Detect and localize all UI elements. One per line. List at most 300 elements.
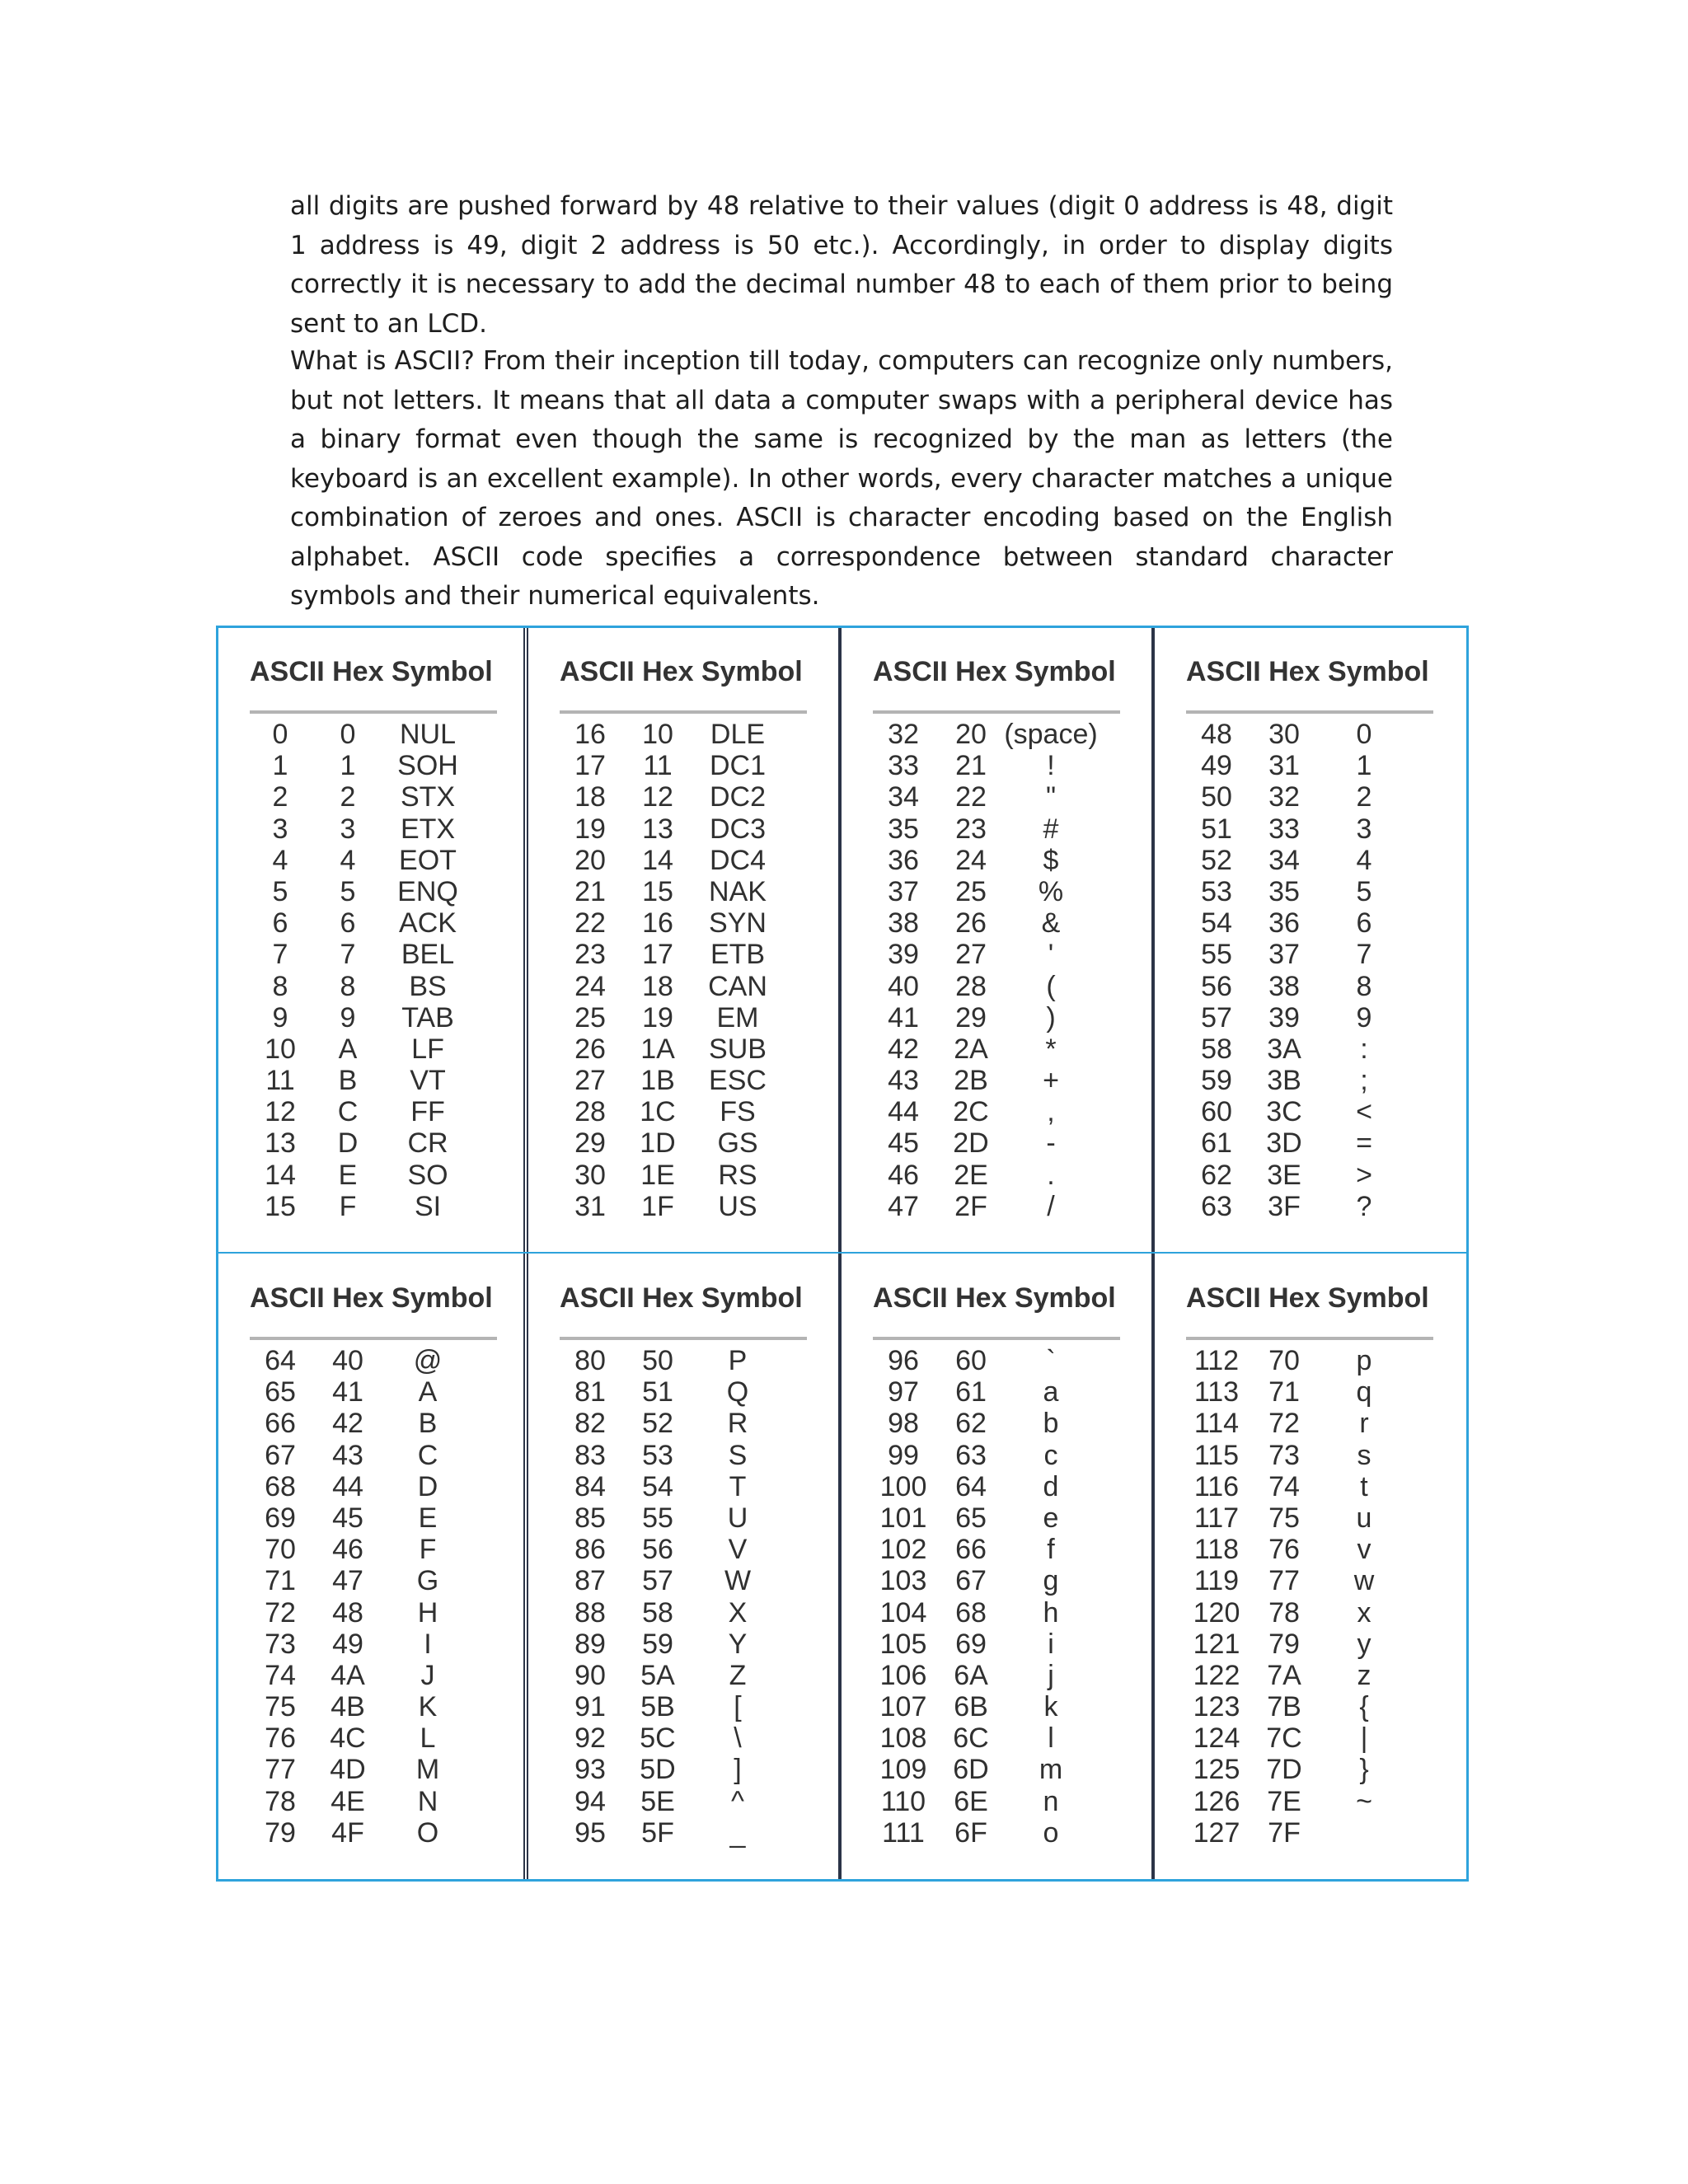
symbol-cell: SUB (709, 1033, 767, 1065)
block-header: ASCII Hex Symbol (250, 656, 493, 687)
decimal-cell: 39 (888, 939, 919, 971)
ascii-block (528, 1254, 842, 1878)
decimal-cell: 123 (1193, 1691, 1240, 1723)
table-row (1155, 1160, 1468, 1191)
decimal-cell: 56 (1201, 970, 1232, 1002)
symbol-cell: TAB (401, 1001, 454, 1033)
symbol-cell: B (418, 1408, 438, 1440)
hex-cell: 3F (1268, 1190, 1301, 1222)
hex-cell: 13 (642, 813, 673, 845)
symbol-cell: y (1357, 1628, 1372, 1660)
hex-cell: 46 (332, 1534, 363, 1566)
hex-cell: 6F (954, 1816, 987, 1849)
symbol-cell: ` (1046, 1345, 1056, 1376)
hex-cell: 68 (955, 1596, 987, 1629)
table-row (1155, 1096, 1468, 1127)
decimal-cell: 5 (272, 875, 288, 907)
hex-cell: 1E (640, 1159, 675, 1191)
table-row (218, 813, 532, 845)
hex-cell: 4B (331, 1691, 365, 1723)
hex-cell: 7E (1267, 1785, 1301, 1817)
hex-cell: 2D (953, 1127, 989, 1160)
table-row (1155, 781, 1468, 813)
decimal-cell: 103 (879, 1565, 927, 1597)
symbol-cell: 9 (1356, 1001, 1372, 1033)
symbol-cell: ^ (731, 1785, 744, 1817)
decimal-cell: 6 (272, 907, 288, 940)
symbol-cell: $ (1043, 844, 1059, 876)
table-row (218, 1786, 532, 1817)
symbol-cell: O (416, 1816, 439, 1849)
hex-cell: 4A (331, 1659, 365, 1691)
symbol-cell: { (1359, 1691, 1369, 1723)
decimal-cell: 59 (1201, 1065, 1232, 1097)
hex-cell: 75 (1268, 1502, 1300, 1534)
hex-cell: 25 (955, 875, 987, 907)
symbol-cell: C (417, 1439, 438, 1471)
table-row (528, 1376, 842, 1408)
table-row (218, 939, 532, 970)
table-row (218, 971, 532, 1002)
symbol-cell: i (1048, 1628, 1054, 1660)
hex-cell: 34 (1268, 844, 1300, 876)
symbol-cell: z (1357, 1659, 1372, 1691)
hex-cell: 67 (955, 1565, 987, 1597)
hex-cell: 48 (332, 1596, 363, 1629)
table-row (218, 907, 532, 939)
decimal-cell: 17 (574, 750, 606, 782)
decimal-cell: 34 (888, 781, 919, 813)
table-row (528, 1127, 842, 1159)
symbol-cell: x (1357, 1596, 1372, 1629)
hex-cell: 6D (953, 1754, 989, 1786)
symbol-cell: M (415, 1754, 440, 1786)
hex-cell: 4 (340, 844, 356, 876)
table-row (1155, 907, 1468, 939)
table-row (528, 1002, 842, 1033)
decimal-cell: 93 (574, 1754, 606, 1786)
table-row (218, 1722, 532, 1754)
symbol-cell: g (1043, 1565, 1059, 1597)
table-row (218, 1597, 532, 1629)
table-row (842, 1440, 1155, 1471)
symbol-cell: } (1359, 1754, 1369, 1786)
block-header: ASCII Hex Symbol (873, 656, 1116, 687)
symbol-cell: SO (407, 1159, 448, 1191)
symbol-cell: n (1043, 1785, 1059, 1817)
header-rule (1186, 710, 1433, 714)
hex-cell: 8 (340, 970, 356, 1002)
table-row (528, 813, 842, 845)
decimal-cell: 25 (574, 1001, 606, 1033)
hex-cell: 76 (1268, 1534, 1300, 1566)
block-header: ASCII Hex Symbol (873, 1282, 1116, 1314)
symbol-cell: b (1043, 1408, 1059, 1440)
decimal-cell: 119 (1193, 1565, 1240, 1597)
table-row (528, 971, 842, 1002)
symbol-cell: p (1356, 1345, 1372, 1376)
header-rule (1186, 1337, 1433, 1340)
decimal-cell: 37 (888, 875, 919, 907)
table-row (218, 1629, 532, 1660)
symbol-cell: & (1041, 907, 1061, 940)
table-row (1155, 1565, 1468, 1596)
symbol-cell: DC1 (709, 750, 767, 782)
table-row (528, 1817, 842, 1849)
decimal-cell: 49 (1201, 750, 1232, 782)
table-row (218, 876, 532, 907)
decimal-cell: 45 (888, 1127, 919, 1160)
table-row (528, 1754, 842, 1785)
table-row (218, 1502, 532, 1534)
symbol-cell: H (417, 1596, 438, 1629)
hex-cell: 23 (955, 813, 987, 845)
decimal-cell: 83 (574, 1439, 606, 1471)
symbol-cell: DC2 (709, 781, 767, 813)
decimal-cell: 97 (888, 1376, 919, 1408)
hex-cell: 7A (1267, 1659, 1301, 1691)
hex-cell: 7B (1267, 1691, 1301, 1723)
symbol-cell: SYN (709, 907, 767, 940)
hex-cell: 77 (1268, 1565, 1300, 1597)
hex-cell: 70 (1268, 1345, 1300, 1376)
symbol-cell: Q (726, 1376, 749, 1408)
decimal-cell: 126 (1193, 1785, 1240, 1817)
symbol-cell: ( (1046, 970, 1056, 1002)
decimal-cell: 80 (574, 1345, 606, 1376)
hex-cell: 7C (1266, 1722, 1302, 1755)
decimal-cell: 51 (1201, 813, 1232, 845)
hex-cell: 1 (340, 750, 356, 782)
hex-cell: F (339, 1190, 357, 1222)
table-row (218, 1160, 532, 1191)
decimal-cell: 69 (265, 1502, 296, 1534)
decimal-cell: 42 (888, 1033, 919, 1065)
decimal-cell: 90 (574, 1659, 606, 1691)
decimal-cell: 113 (1193, 1376, 1240, 1408)
table-row (218, 1065, 532, 1096)
symbol-cell: BS (409, 970, 447, 1002)
table-row (528, 1597, 842, 1629)
hex-cell: 15 (642, 875, 673, 907)
decimal-cell: 108 (879, 1722, 927, 1755)
hex-cell: 56 (642, 1534, 673, 1566)
table-row (842, 1565, 1155, 1596)
block-rows (218, 719, 532, 1222)
hex-cell: 32 (1268, 781, 1300, 813)
block-header: ASCII Hex Symbol (1186, 1282, 1429, 1314)
table-row (528, 719, 842, 750)
symbol-cell: Z (729, 1659, 747, 1691)
decimal-cell: 71 (265, 1565, 296, 1597)
table-row (842, 907, 1155, 939)
decimal-cell: 54 (1201, 907, 1232, 940)
symbol-cell: U (727, 1502, 748, 1534)
decimal-cell: 91 (574, 1691, 606, 1723)
table-row (842, 1534, 1155, 1565)
decimal-cell: 30 (574, 1159, 606, 1191)
header-rule (250, 1337, 497, 1340)
decimal-cell: 16 (574, 719, 606, 750)
symbol-cell: 0 (1356, 719, 1372, 750)
table-row (218, 750, 532, 781)
hex-cell: 6A (954, 1659, 988, 1691)
decimal-cell: 112 (1193, 1345, 1240, 1376)
symbol-cell: STX (400, 781, 456, 813)
decimal-cell: 86 (574, 1534, 606, 1566)
symbol-cell: DC3 (709, 813, 767, 845)
decimal-cell: 89 (574, 1628, 606, 1660)
symbol-cell: % (1038, 875, 1064, 907)
decimal-cell: 26 (574, 1033, 606, 1065)
decimal-cell: 13 (265, 1127, 296, 1160)
table-row (528, 1408, 842, 1439)
symbol-cell: SOH (397, 750, 458, 782)
decimal-cell: 58 (1201, 1033, 1232, 1065)
table-row (842, 1033, 1155, 1065)
symbol-cell: ~ (1356, 1785, 1372, 1817)
decimal-cell: 61 (1201, 1127, 1232, 1160)
symbol-cell: [ (734, 1691, 742, 1723)
symbol-cell: ! (1047, 750, 1055, 782)
table-row (528, 907, 842, 939)
row-divider (218, 1252, 1466, 1254)
symbol-cell: \ (734, 1722, 742, 1755)
table-row (842, 1817, 1155, 1849)
symbol-cell: (space) (1004, 719, 1098, 750)
symbol-cell: | (1360, 1722, 1368, 1755)
hex-cell: 3D (1266, 1127, 1302, 1160)
hex-cell: 3A (1267, 1033, 1301, 1065)
hex-cell: 57 (642, 1565, 673, 1597)
table-row (1155, 1817, 1468, 1849)
decimal-cell: 77 (265, 1754, 296, 1786)
table-row (528, 1722, 842, 1754)
hex-cell: 14 (642, 844, 673, 876)
decimal-cell: 12 (265, 1096, 296, 1128)
hex-cell: 41 (332, 1376, 363, 1408)
symbol-cell: = (1356, 1127, 1372, 1160)
ascii-block (842, 628, 1155, 1252)
hex-cell: 37 (1268, 939, 1300, 971)
table-row (842, 1786, 1155, 1817)
symbol-cell: S (728, 1439, 748, 1471)
table-row (842, 1660, 1155, 1691)
hex-cell: 39 (1268, 1001, 1300, 1033)
symbol-cell: / (1047, 1190, 1055, 1222)
hex-cell: 55 (642, 1502, 673, 1534)
table-row (1155, 1376, 1468, 1408)
decimal-cell: 96 (888, 1345, 919, 1376)
table-row (528, 1565, 842, 1596)
hex-cell: C (337, 1096, 359, 1128)
block-rows (528, 719, 842, 1222)
hex-cell: 3C (1266, 1096, 1302, 1128)
symbol-cell: _ (729, 1816, 746, 1849)
decimal-cell: 40 (888, 970, 919, 1002)
table-row (1155, 1660, 1468, 1691)
decimal-cell: 104 (879, 1596, 927, 1629)
hex-cell: 73 (1268, 1439, 1300, 1471)
table-row (218, 1534, 532, 1565)
hex-cell: 1C (640, 1096, 676, 1128)
table-row (1155, 1002, 1468, 1033)
decimal-cell: 85 (574, 1502, 606, 1534)
symbol-cell: w (1353, 1565, 1375, 1597)
symbol-cell: 1 (1356, 750, 1372, 782)
hex-cell: 2A (954, 1033, 988, 1065)
symbol-cell: E (418, 1502, 438, 1534)
decimal-cell: 92 (574, 1722, 606, 1755)
symbol-cell: CAN (708, 970, 767, 1002)
decimal-cell: 7 (272, 939, 288, 971)
decimal-cell: 101 (879, 1502, 927, 1534)
table-row (218, 1127, 532, 1159)
table-row (842, 1376, 1155, 1408)
decimal-cell: 60 (1201, 1096, 1232, 1128)
symbol-cell: EOT (399, 844, 457, 876)
decimal-cell: 70 (265, 1534, 296, 1566)
decimal-cell: 10 (265, 1033, 296, 1065)
symbol-cell: ENQ (397, 875, 458, 907)
hex-cell: 71 (1268, 1376, 1300, 1408)
hex-cell: 45 (332, 1502, 363, 1534)
symbol-cell: k (1043, 1691, 1058, 1723)
decimal-cell: 73 (265, 1628, 296, 1660)
symbol-cell: N (417, 1785, 438, 1817)
decimal-cell: 82 (574, 1408, 606, 1440)
hex-cell: 4C (330, 1722, 366, 1755)
symbol-cell: ETX (400, 813, 456, 845)
table-row (528, 1160, 842, 1191)
symbol-cell: F (419, 1534, 437, 1566)
table-row (218, 1376, 532, 1408)
decimal-cell: 52 (1201, 844, 1232, 876)
decimal-cell: 116 (1193, 1470, 1240, 1502)
hex-cell: 62 (955, 1408, 987, 1440)
hex-cell: 4F (331, 1816, 364, 1849)
symbol-cell: 5 (1356, 875, 1372, 907)
table-row (842, 876, 1155, 907)
table-row (1155, 1471, 1468, 1502)
decimal-cell: 50 (1201, 781, 1232, 813)
symbol-cell: q (1356, 1376, 1372, 1408)
decimal-cell: 3 (272, 813, 288, 845)
table-row (528, 1096, 842, 1127)
table-row (1155, 1629, 1468, 1660)
table-row (1155, 813, 1468, 845)
hex-cell: 12 (642, 781, 673, 813)
table-row (842, 1002, 1155, 1033)
table-row (218, 1408, 532, 1439)
table-row (218, 1565, 532, 1596)
block-header: ASCII Hex Symbol (1186, 656, 1429, 687)
table-row (842, 719, 1155, 750)
hex-cell: 24 (955, 844, 987, 876)
block-rows (842, 719, 1155, 1222)
table-row (842, 971, 1155, 1002)
decimal-cell: 36 (888, 844, 919, 876)
decimal-cell: 125 (1193, 1754, 1240, 1786)
intro-paragraph: all digits are pushed forward by 48 relative to their values (digit 0 address is 48, digit 1 address is 49, digit 2 address is 50 etc.). Accordingly, in order to display digits correctly it is necessary to add the decimal number 48 to each of them prior to being sent to an LCD. (290, 191, 1393, 339)
hex-cell: 17 (642, 939, 673, 971)
table-row (218, 1691, 532, 1722)
hex-cell: 7 (340, 939, 356, 971)
decimal-cell: 84 (574, 1470, 606, 1502)
table-row (842, 1629, 1155, 1660)
decimal-cell: 118 (1193, 1534, 1240, 1566)
hex-cell: 5 (340, 875, 356, 907)
table-row (1155, 1502, 1468, 1534)
decimal-cell: 107 (879, 1691, 927, 1723)
table-row (528, 1440, 842, 1471)
table-row (218, 1002, 532, 1033)
symbol-cell: u (1356, 1502, 1372, 1534)
symbol-cell: X (728, 1596, 748, 1629)
symbol-cell: G (416, 1565, 439, 1597)
hex-cell: 50 (642, 1345, 673, 1376)
table-row (1155, 719, 1468, 750)
hex-cell: 22 (955, 781, 987, 813)
hex-cell: 59 (642, 1628, 673, 1660)
symbol-cell: FS (720, 1096, 756, 1128)
symbol-cell: d (1043, 1470, 1059, 1502)
decimal-cell: 43 (888, 1065, 919, 1097)
decimal-cell: 95 (574, 1816, 606, 1849)
decimal-cell: 22 (574, 907, 606, 940)
decimal-cell: 127 (1193, 1816, 1240, 1849)
hex-cell: 4E (331, 1785, 365, 1817)
hex-cell: 29 (955, 1001, 987, 1033)
table-row (528, 1691, 842, 1722)
hex-cell: 2 (340, 781, 356, 813)
table-row (1155, 1691, 1468, 1722)
decimal-cell: 79 (265, 1816, 296, 1849)
decimal-cell: 14 (265, 1159, 296, 1191)
hex-cell: 72 (1268, 1408, 1300, 1440)
table-row (218, 719, 532, 750)
hex-cell: 54 (642, 1470, 673, 1502)
symbol-cell: J (420, 1659, 435, 1691)
symbol-cell: a (1043, 1376, 1059, 1408)
ascii-block (528, 628, 842, 1252)
table-row (528, 1191, 842, 1222)
hex-cell: 36 (1268, 907, 1300, 940)
symbol-cell: NUL (399, 719, 457, 750)
hex-cell: 6C (953, 1722, 989, 1755)
decimal-cell: 41 (888, 1001, 919, 1033)
table-row (1155, 1191, 1468, 1222)
hex-cell: 64 (955, 1470, 987, 1502)
decimal-cell: 117 (1193, 1502, 1240, 1534)
hex-cell: 1D (640, 1127, 676, 1160)
decimal-cell: 102 (879, 1534, 927, 1566)
table-row (218, 1345, 532, 1376)
table-row (842, 1597, 1155, 1629)
table-row (218, 1033, 532, 1065)
decimal-cell: 1 (272, 750, 288, 782)
table-row (218, 1191, 532, 1222)
hex-cell: 10 (642, 719, 673, 750)
table-row (528, 1345, 842, 1376)
symbol-cell: m (1039, 1754, 1063, 1786)
hex-cell: 2C (953, 1096, 989, 1128)
decimal-cell: 48 (1201, 719, 1232, 750)
hex-cell: 43 (332, 1439, 363, 1471)
table-row (1155, 876, 1468, 907)
ascii-table (216, 626, 1469, 1882)
table-row (1155, 1345, 1468, 1376)
